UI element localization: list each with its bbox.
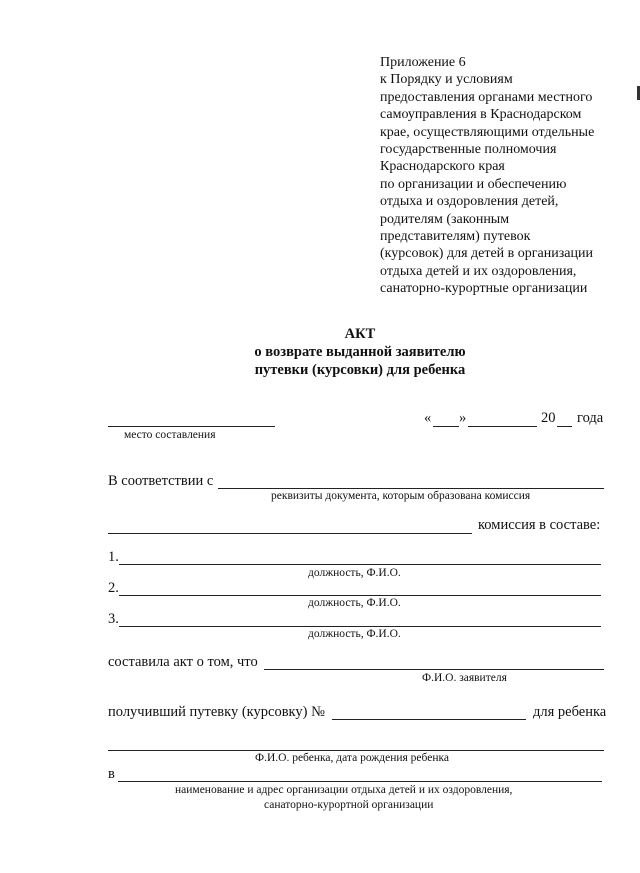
member-2-caption: должность, Ф.И.О.	[308, 597, 401, 609]
date-year-suffix: года	[577, 410, 604, 426]
date-year-blank[interactable]	[557, 426, 572, 427]
organization-blank-line[interactable]	[118, 781, 602, 782]
member-3-blank-line[interactable]	[119, 626, 601, 627]
appendix-line: (курсовок) для детей в организации	[380, 246, 593, 262]
according-blank-line[interactable]	[218, 488, 604, 489]
commission-label: комиссия в составе:	[478, 517, 601, 533]
appendix-line: представителям) путевок	[380, 229, 531, 245]
member-2-number: 2.	[108, 580, 119, 596]
appendix-line: Краснодарского края	[380, 159, 505, 175]
appendix-line: отдыха детей и их оздоровления,	[380, 263, 577, 279]
appendix-line: самоуправления в Краснодарском	[380, 107, 582, 123]
in-label: в	[108, 766, 115, 782]
organization-caption-line2: санаторно-курортной организации	[264, 799, 434, 811]
date-day-blank[interactable]	[433, 426, 459, 427]
appendix-line: крае, осуществляющими отдельные	[380, 124, 595, 140]
appendix-block	[380, 54, 594, 298]
according-caption: реквизиты документа, которым образована комиссия	[271, 490, 531, 502]
voucher-number-blank[interactable]	[332, 719, 526, 720]
member-2-blank-line[interactable]	[119, 595, 601, 596]
compiled-label: составила акт о том, что	[108, 654, 258, 670]
member-3-number: 3.	[108, 611, 119, 627]
received-label: получивший путевку (курсовку) №	[108, 704, 325, 720]
appendix-line: по организации и обеспечению	[380, 176, 567, 192]
date-year-prefix: 20	[541, 410, 556, 426]
member-1-caption: должность, Ф.И.О.	[308, 567, 401, 579]
doc-subtitle-line1: о возврате выданной заявителю	[254, 344, 466, 360]
appendix-line: отдыха и оздоровления детей,	[380, 194, 559, 210]
organization-caption-line1: наименование и адрес организации отдыха детей и их оздоровления,	[175, 784, 513, 796]
according-label: В соответствии с	[108, 473, 214, 489]
place-blank-line[interactable]	[108, 426, 275, 427]
commission-blank-line[interactable]	[108, 533, 472, 534]
member-1-blank-line[interactable]	[119, 564, 601, 565]
appendix-line: государственные полномочия	[380, 142, 557, 158]
member-1-number: 1.	[108, 549, 119, 565]
for-child-label: для ребенка	[533, 704, 607, 720]
appendix-line: Приложение 6	[380, 55, 466, 70]
place-caption: место составления	[124, 429, 216, 441]
child-caption: Ф.И.О. ребенка, дата рождения ребенка	[255, 752, 449, 764]
appendix-line: санаторно-курортные организации	[380, 281, 588, 297]
date-open-quote: «	[424, 410, 432, 426]
date-close-quote: »	[459, 410, 467, 426]
appendix-line: к Порядку и условиям	[380, 72, 513, 88]
doc-title: АКТ	[344, 326, 376, 342]
applicant-blank-line[interactable]	[264, 669, 604, 670]
applicant-caption: Ф.И.О. заявителя	[422, 672, 507, 684]
date-month-blank[interactable]	[468, 426, 537, 427]
doc-subtitle-line2: путевки (курсовки) для ребенка	[254, 362, 466, 378]
appendix-line: предоставления органами местного	[380, 89, 593, 105]
member-3-caption: должность, Ф.И.О.	[308, 628, 401, 640]
child-blank-line[interactable]	[108, 750, 604, 751]
appendix-line: родителям (законным	[380, 211, 510, 227]
